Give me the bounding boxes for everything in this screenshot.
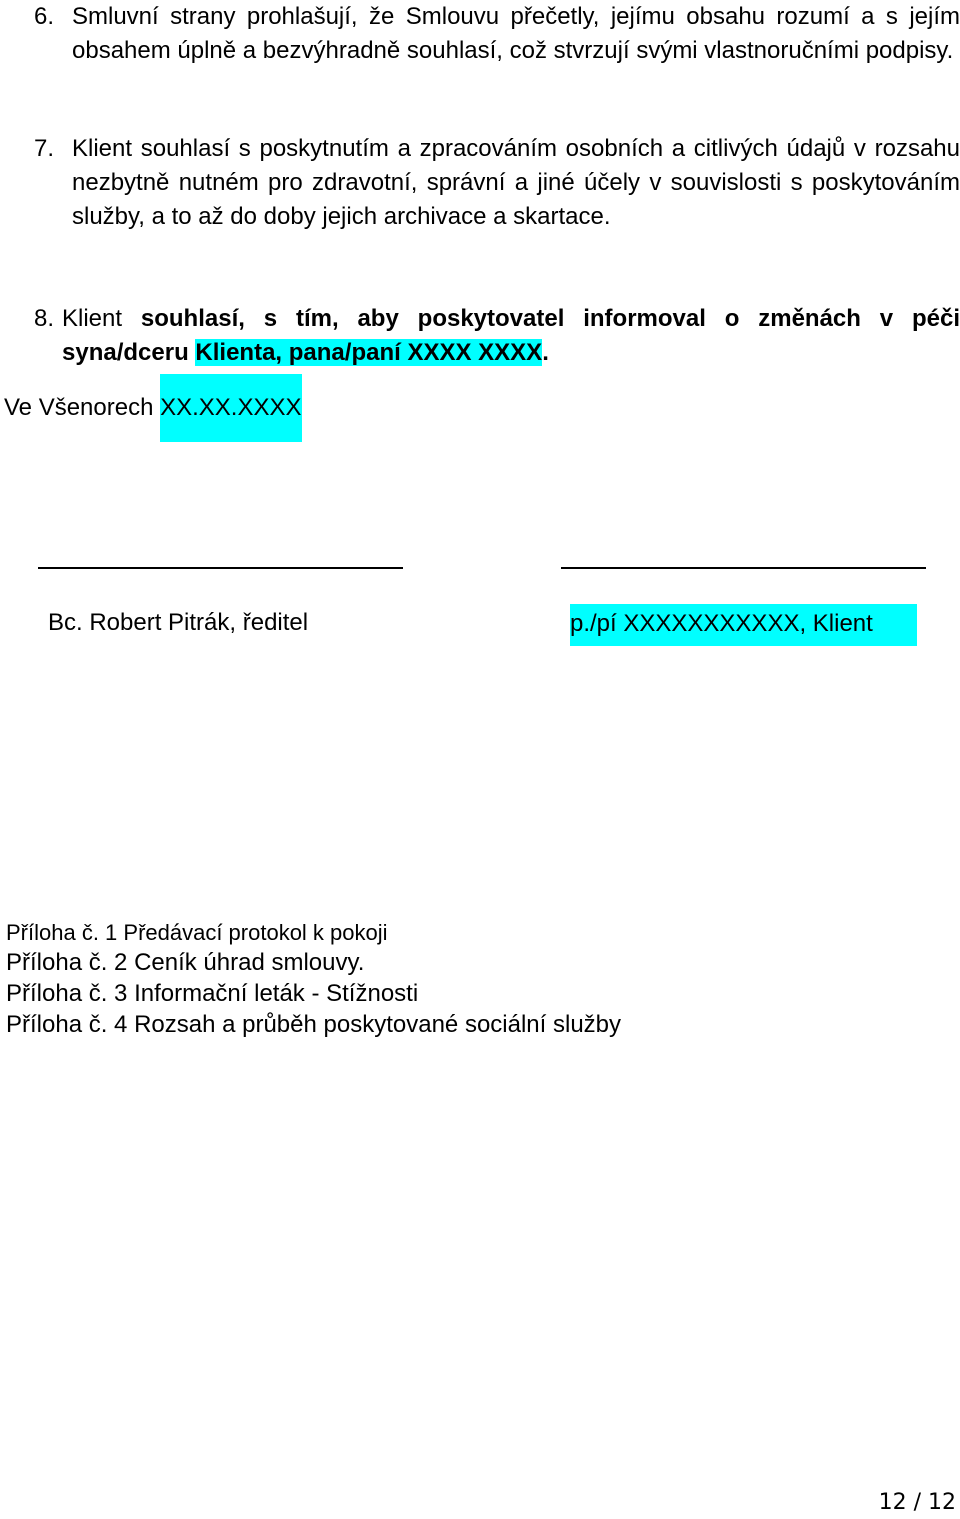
item-6-text: Smluvní strany prohlašují, že Smlouvu přečetly, jejímu obsahu rozumí a s jejím obsahem úplně a bezvýhradně souhlasí, což stvrzují svými vlastnoručními podpisy. <box>72 3 960 64</box>
place-prefix: Ve Všenorech <box>4 394 161 421</box>
attachment-item: Příloha č. 4 Rozsah a průběh poskytované sociální služby <box>6 1011 622 1038</box>
item-8-bold-text: souhlasí, s tím, aby poskytovatel informoval o změnách v péči syna/dceru <box>62 305 960 366</box>
item-6-number: 6. <box>34 3 55 30</box>
attachment-item: Příloha č. 2 Ceník úhrad smlouvy. <box>6 949 365 976</box>
signature-line-right <box>561 567 926 569</box>
item-7-number: 7. <box>34 135 55 162</box>
item-7-text: Klient souhlasí s poskytnutím a zpracováním osobních a citlivých údajů v rozsahu nezbytně nutném pro zdravotní, správní a jiné účely v souvislosti s poskytováním služby, a to až do doby jejich archivace a skartace. <box>72 135 960 230</box>
place-date <box>4 374 302 442</box>
attachment-item: Příloha č. 3 Informační leták - Stížnosti <box>6 980 419 1007</box>
attachment-item: Příloha č. 1 Předávací protokol k pokoji <box>6 920 388 945</box>
item-8-highlight: Klienta, pana/paní XXXX XXXX <box>195 339 543 366</box>
signature-line-left <box>38 567 403 569</box>
signature-right-label: p./pí XXXXXXXXXXX, Klient <box>570 604 917 646</box>
item-8-tail: . <box>542 339 549 366</box>
item-8-number: 8. <box>34 305 55 332</box>
item-8-text <box>62 302 960 370</box>
page-number: 12 / 12 <box>878 1490 956 1515</box>
date-value: XX.XX.XXXX <box>160 374 301 442</box>
item-8-lead: Klient <box>62 305 123 332</box>
signature-left-label: Bc. Robert Pitrák, ředitel <box>48 609 309 636</box>
